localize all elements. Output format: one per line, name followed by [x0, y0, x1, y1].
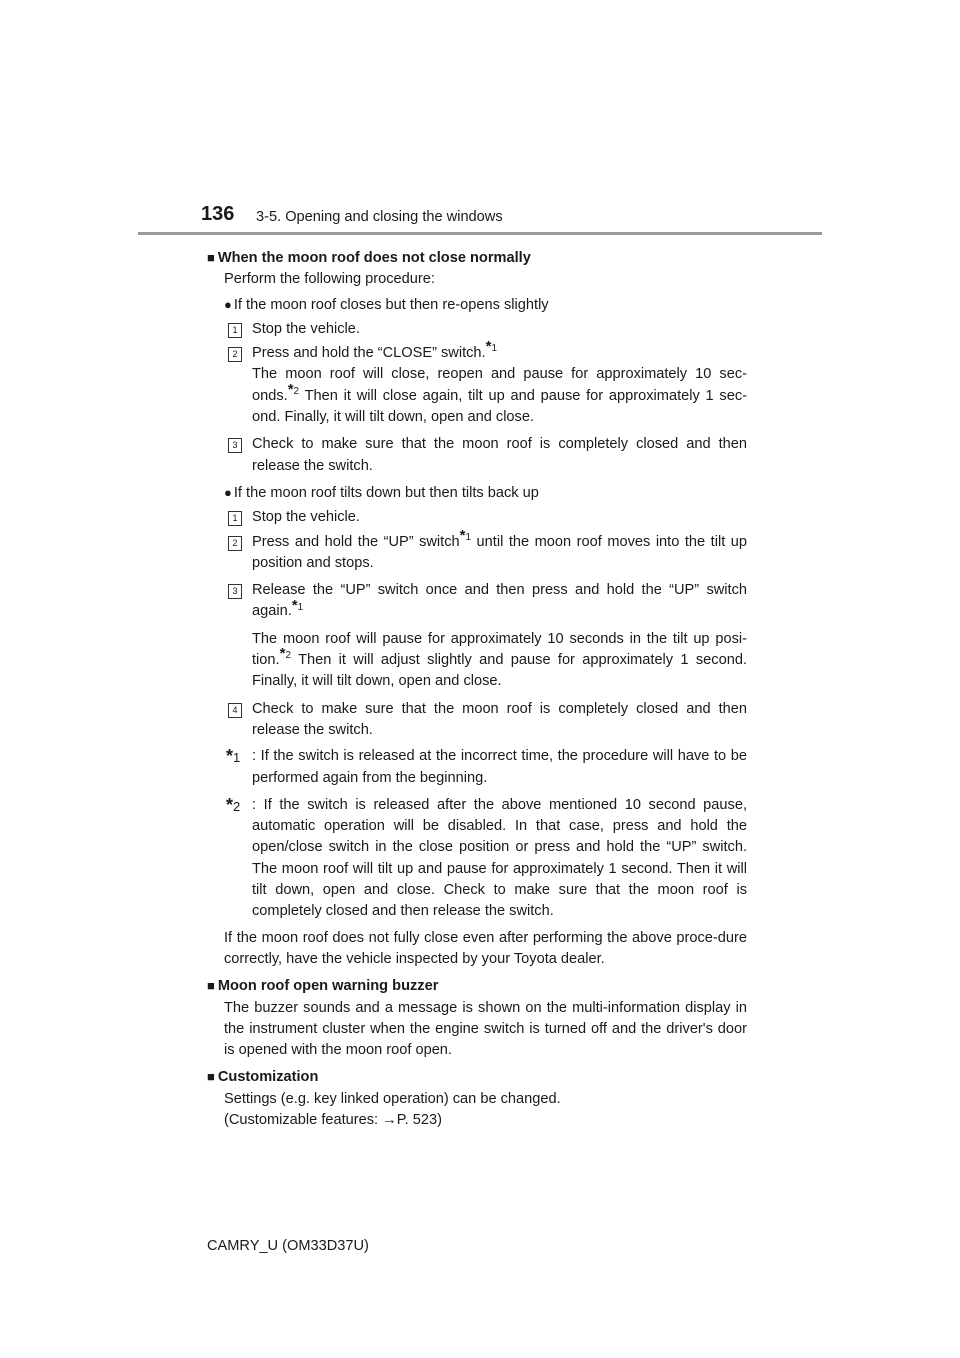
step-number-icon: 3 [228, 584, 242, 599]
square-bullet-icon: ■ [207, 978, 215, 994]
case2-step-2: 2 Press and hold the “UP” switch$^{*1}$ until the moon roof moves into the tilt up position and stops. [207, 532, 747, 575]
header-rule [138, 232, 822, 235]
step-number-icon: 1 [228, 511, 242, 526]
square-bullet-icon: ■ [207, 250, 215, 265]
step-number-icon: 1 [228, 323, 242, 338]
heading-buzzer: ■ Moon roof open warning buzzer [207, 978, 439, 995]
footer-model: CAMRY_U (OM33D37U) [207, 1238, 369, 1254]
step-number-icon: 2 [228, 347, 242, 362]
case1-step-2: 2 Press and hold the “CLOSE” switch.$^{*1}$ The moon roof will close, reopen and pause for approximately 10 sec-onds.$^{*2}$ Then it will close again, tilt up and pause for approximately 1 sec-ond. Finally, it will tilt down, open and close. [207, 343, 747, 428]
case2-step-1: 1 Stop the vehicle. [207, 507, 747, 528]
heading-customization: ■ Customization [207, 1069, 319, 1086]
page-number: 136 [201, 203, 235, 225]
case2-step-4: 4 Check to make sure that the moon roof is completely closed and then release the switch. [207, 699, 747, 742]
dot-bullet-icon: ● [224, 484, 232, 500]
footnote-1: *1 : If the switch is released at the incorrect time, the procedure will have to be performed again from the beginning. [226, 746, 747, 786]
step-number-icon: 3 [228, 438, 242, 453]
section-title: 3-5. Opening and closing the windows [256, 209, 503, 225]
custom-body-2: (Customizable features: →P. 523) [224, 1111, 442, 1128]
footnote-2: *2 : If the switch is released after the above mentioned 10 second pause, automatic operation will be disabled. In that case, press and hold the open/close switch in the close position or press and hold the “UP” switch. The moon roof will tilt up and pause for approximately 1 second. Then it will tilt down, open and close. Check to make sure that the moon roof is completely closed and then release the switch. [226, 794, 747, 920]
case2-step-3: 3 Release the “UP” switch once and then press and hold the “UP” switch again.$^{*1}$ The moon roof will pause for approximately 10 seconds in the tilt up posi-tion.$^{*2}$ Then it will adjust slightly and pause for approximately 1 second. Finally, it will tilt down, open and close. [207, 580, 747, 692]
intro-text: Perform the following procedure: [224, 271, 435, 288]
page-content [207, 242, 747, 1131]
closing-paragraph: If the moon roof does not fully close even after performing the above proce-dure correctly, have the vehicle inspected by your Toyota dealer. [224, 929, 747, 967]
custom-body-1: Settings (e.g. key linked operation) can be changed. [224, 1090, 561, 1107]
case1-title: ● If the moon roof closes but then re-opens slightly [224, 296, 549, 313]
case2-title: ● If the moon roof tilts down but then tilts back up [224, 484, 539, 501]
square-bullet-icon: ■ [207, 1069, 215, 1085]
case1-step-1: 1 Stop the vehicle. [207, 319, 747, 340]
dot-bullet-icon: ● [224, 296, 232, 312]
heading-abnormal: ■ When the moon roof does not close normally [207, 250, 531, 266]
step-number-icon: 4 [228, 703, 242, 718]
buzzer-body: The buzzer sounds and a message is shown on the multi-information display in the instrument cluster when the engine switch is turned off and the driver's door is opened with the moon roof open. [224, 999, 747, 1059]
step-number-icon: 2 [228, 536, 242, 551]
case1-step-3: 3 Check to make sure that the moon roof is completely closed and then release the switch. [207, 434, 747, 477]
page-header [0, 0, 960, 240]
